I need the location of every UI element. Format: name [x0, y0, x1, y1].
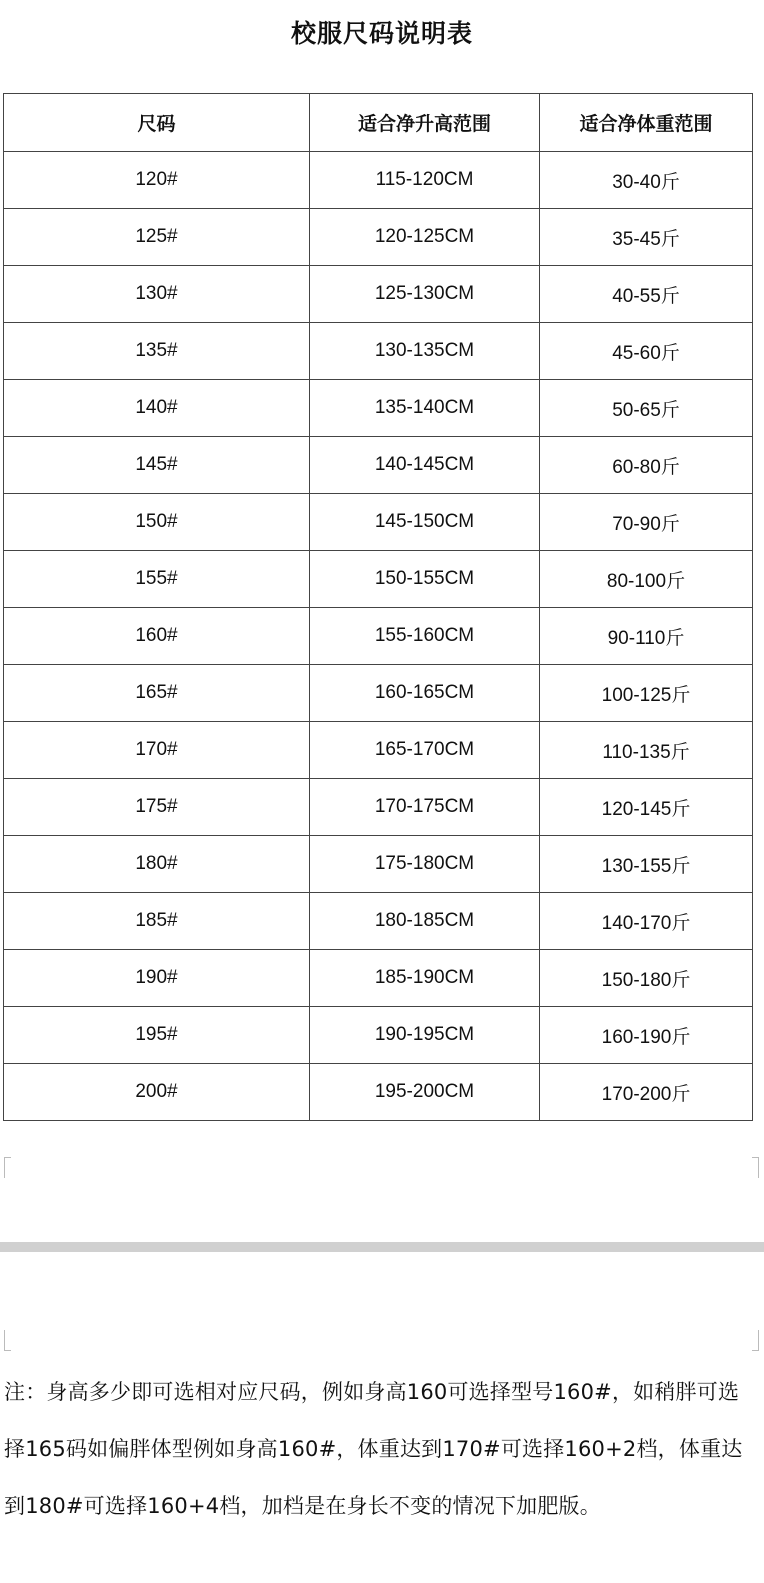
header-height-range: 适合净升高范围: [310, 94, 540, 152]
cell-height-range: 130-135CM: [310, 323, 540, 380]
cell-size: 175#: [4, 779, 310, 836]
header-size: 尺码: [4, 94, 310, 152]
cell-size: 150#: [4, 494, 310, 551]
table-row: [4, 380, 753, 437]
cell-weight-range: 110-135斤: [540, 722, 753, 779]
cell-size: 135#: [4, 323, 310, 380]
cell-size: 120#: [4, 152, 310, 209]
table-row: [4, 665, 753, 722]
cell-size: 140#: [4, 380, 310, 437]
cell-height-range: 140-145CM: [310, 437, 540, 494]
cell-height-range: 115-120CM: [310, 152, 540, 209]
table-row: [4, 494, 753, 551]
cell-weight-range: 140-170斤: [540, 893, 753, 950]
cell-weight-range: 50-65斤: [540, 380, 753, 437]
cell-weight-range: 130-155斤: [540, 836, 753, 893]
cell-weight-range: 30-40斤: [540, 152, 753, 209]
cell-height-range: 155-160CM: [310, 608, 540, 665]
table-row: [4, 1064, 753, 1121]
table-row: [4, 323, 753, 380]
table-row: [4, 836, 753, 893]
cell-weight-range: 100-125斤: [540, 665, 753, 722]
cell-weight-range: 60-80斤: [540, 437, 753, 494]
cell-height-range: 165-170CM: [310, 722, 540, 779]
cell-size: 130#: [4, 266, 310, 323]
cell-weight-range: 150-180斤: [540, 950, 753, 1007]
cell-size: 185#: [4, 893, 310, 950]
size-note: 注：身高多少即可选相对应尺码，例如身高160可选择型号160#，如稍胖可选择165码如偏胖体型例如身高160#，体重达到170#可选择160+2档，体重达到180#可选择160+4档，加档是在身长不变的情况下加肥版。: [4, 1380, 743, 1518]
cell-height-range: 170-175CM: [310, 779, 540, 836]
cell-size: 180#: [4, 836, 310, 893]
cell-weight-range: 90-110斤: [540, 608, 753, 665]
table-header-row: [4, 94, 753, 152]
table-row: [4, 1007, 753, 1064]
crop-mark: [752, 1157, 759, 1178]
page-title: 校服尺码说明表: [290, 19, 473, 48]
cell-size: 125#: [4, 209, 310, 266]
table-row: [4, 266, 753, 323]
cell-weight-range: 170-200斤: [540, 1064, 753, 1121]
cell-height-range: 125-130CM: [310, 266, 540, 323]
cell-weight-range: 120-145斤: [540, 779, 753, 836]
crop-mark: [4, 1330, 11, 1351]
cell-size: 190#: [4, 950, 310, 1007]
table-row: [4, 950, 753, 1007]
cell-height-range: 150-155CM: [310, 551, 540, 608]
table-row: [4, 209, 753, 266]
header-weight-range: 适合净体重范围: [540, 94, 753, 152]
table-row: [4, 152, 753, 209]
table-row: [4, 551, 753, 608]
cell-size: 155#: [4, 551, 310, 608]
table-row: [4, 893, 753, 950]
cell-height-range: 190-195CM: [310, 1007, 540, 1064]
cell-height-range: 180-185CM: [310, 893, 540, 950]
table-row: [4, 722, 753, 779]
cell-size: 170#: [4, 722, 310, 779]
size-chart-table: [3, 93, 753, 1121]
cell-height-range: 135-140CM: [310, 380, 540, 437]
cell-height-range: 195-200CM: [310, 1064, 540, 1121]
page-divider: [0, 1242, 764, 1252]
table-row: [4, 779, 753, 836]
cell-size: 195#: [4, 1007, 310, 1064]
table-row: [4, 608, 753, 665]
table-row: [4, 437, 753, 494]
crop-mark: [4, 1157, 11, 1178]
cell-height-range: 120-125CM: [310, 209, 540, 266]
cell-height-range: 175-180CM: [310, 836, 540, 893]
cell-height-range: 145-150CM: [310, 494, 540, 551]
cell-height-range: 160-165CM: [310, 665, 540, 722]
cell-size: 145#: [4, 437, 310, 494]
cell-size: 200#: [4, 1064, 310, 1121]
cell-weight-range: 70-90斤: [540, 494, 753, 551]
cell-weight-range: 160-190斤: [540, 1007, 753, 1064]
cell-weight-range: 40-55斤: [540, 266, 753, 323]
cell-height-range: 185-190CM: [310, 950, 540, 1007]
cell-weight-range: 80-100斤: [540, 551, 753, 608]
cell-weight-range: 45-60斤: [540, 323, 753, 380]
crop-mark: [752, 1330, 759, 1351]
cell-weight-range: 35-45斤: [540, 209, 753, 266]
cell-size: 165#: [4, 665, 310, 722]
cell-size: 160#: [4, 608, 310, 665]
